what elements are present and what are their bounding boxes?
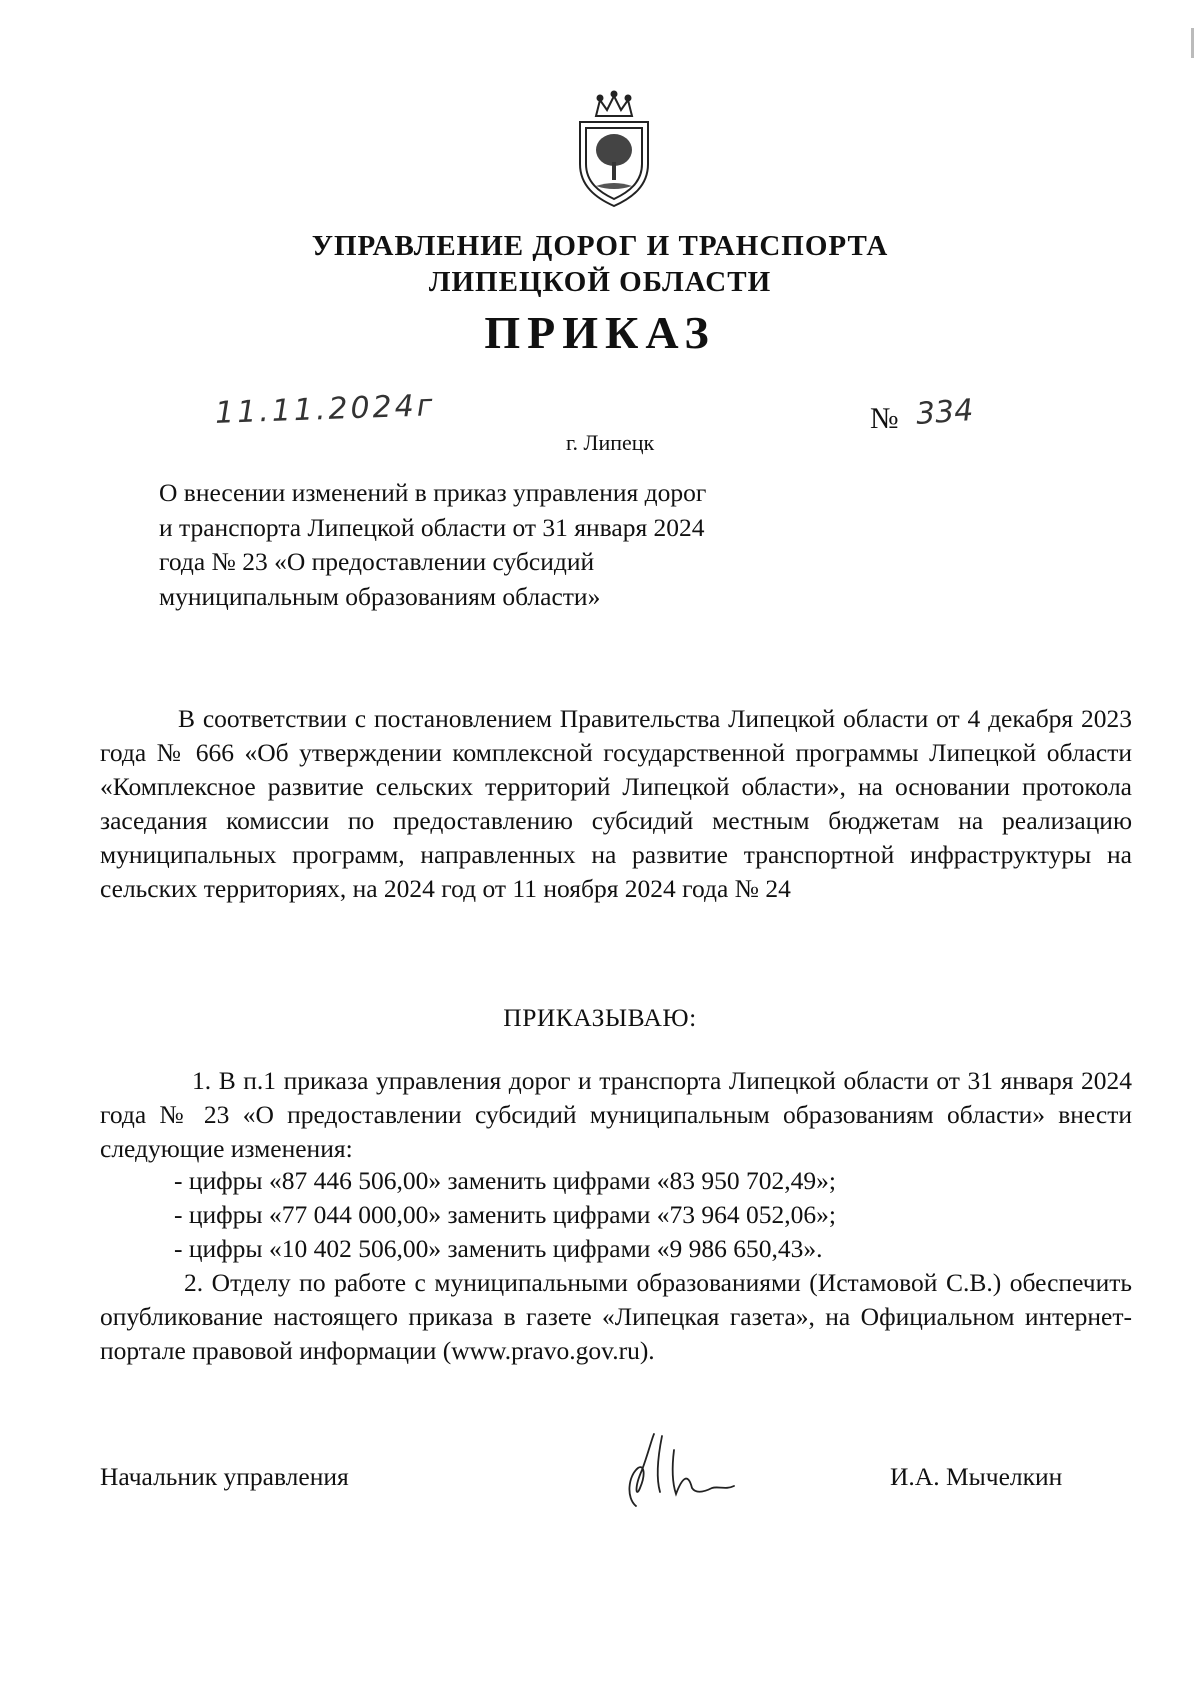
document-date: 11.11.2024г — [214, 388, 437, 431]
change-line: - цифры «10 402 506,00» заменить цифрами «9 986 650,43». — [174, 1234, 823, 1263]
handwritten-signature — [608, 1428, 748, 1510]
item-1-paragraph: 1. В п.1 приказа управления дорог и транспорта Липецкой области от 31 января 2024 года № 23 «О предоставлении субсидий муниципальным образованиям области» внести следующие изменения: — [100, 1066, 1132, 1163]
preamble-paragraph: В соответствии с постановлением Правительства Липецкой области от 4 декабря 2023 года № 666 «Об утверждении комплексной государственной программы Липецкой области «Комплексное развитие сельских территорий Липецкой области», на основании протокола заседания комиссии по предоставлению субсидий местным бюджетам на реализацию муниципальных программ, направленных на развитие транспортной инфраструктуры на сельских территориях, на 2024 год от 11 ноября 2024 года № 24 — [100, 704, 1132, 903]
change-line: - цифры «77 044 000,00» заменить цифрами «73 964 052,06»; — [174, 1200, 836, 1229]
document-number-label: № — [870, 402, 899, 435]
signatory-name: И.А. Мычелкин — [890, 1462, 1063, 1491]
signatory-position: Начальник управления — [100, 1462, 349, 1491]
document-number: 334 — [914, 393, 975, 432]
change-line: - цифры «87 446 506,00» заменить цифрами «83 950 702,49»; — [174, 1166, 836, 1195]
document-subject: О внесении изменений в приказ управления дорог и транспорта Липецкой области от 31 января 2024 года № 23 «О предоставлении субсидий муниципальным образованиям области» — [159, 478, 707, 611]
document-type-title: ПРИКАЗ — [484, 307, 716, 358]
scan-edge-mark — [1191, 28, 1194, 58]
organization-name-line2: ЛИПЕЦКОЙ ОБЛАСТИ — [428, 266, 772, 298]
coat-of-arms-icon — [574, 86, 654, 211]
item-2-paragraph: 2. Отделу по работе с муниципальными образованиями (Истамовой С.В.) обеспечить опубликование настоящего приказа в газете «Липецкая газета», на Официальном интернет-портале правовой информации (www.pravo.gov.ru). — [100, 1268, 1132, 1365]
order-word: ПРИКАЗЫВАЮ: — [503, 1003, 697, 1032]
organization-name-line1: УПРАВЛЕНИЕ ДОРОГ И ТРАНСПОРТА — [311, 230, 889, 262]
document-city: г. Липецк — [566, 430, 655, 455]
